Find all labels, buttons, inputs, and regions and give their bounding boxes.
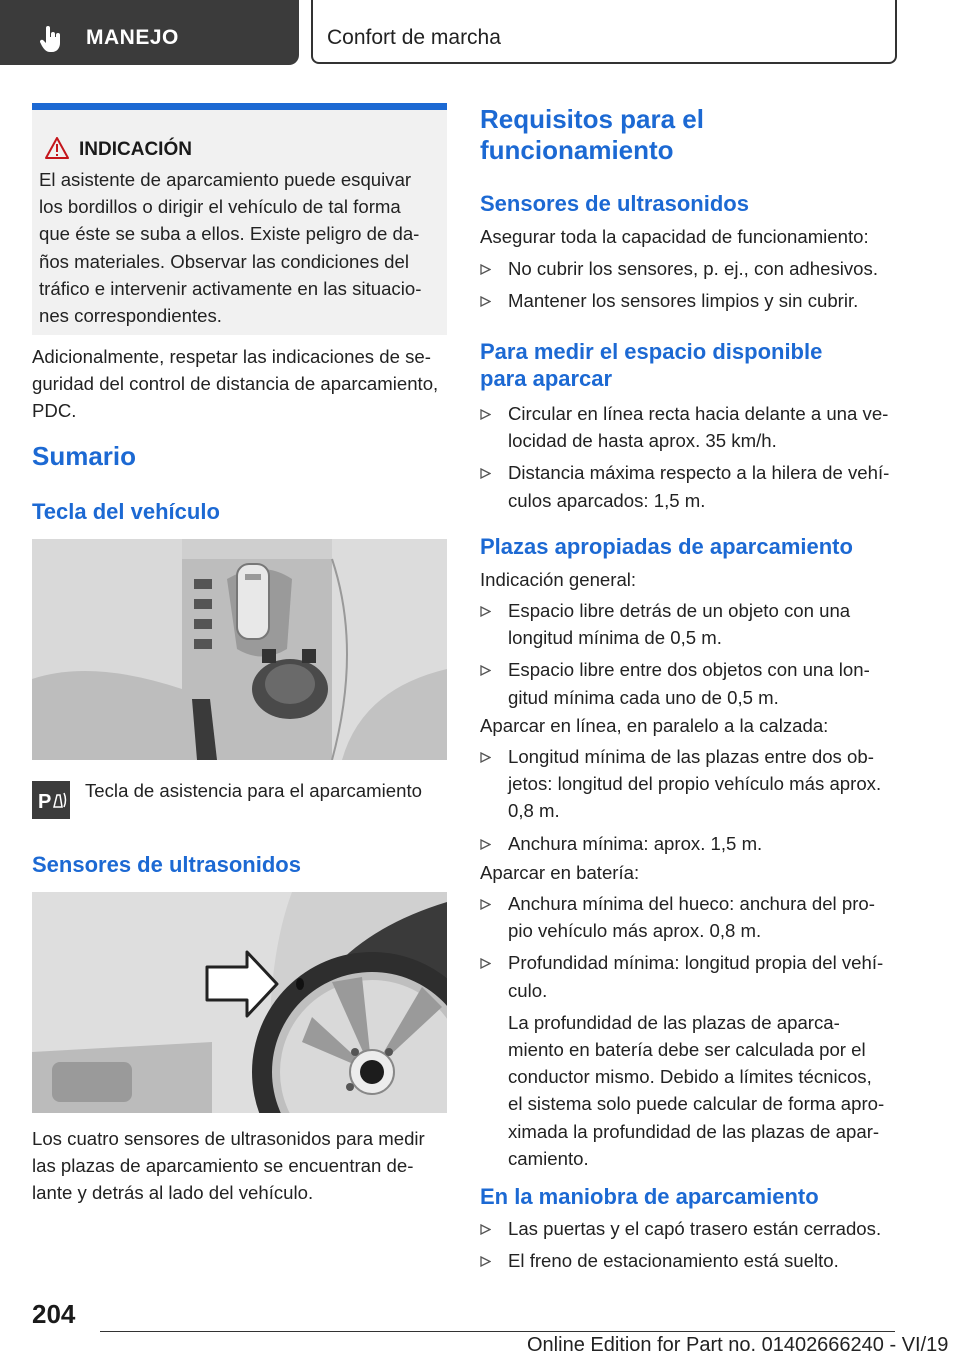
- list-item-text: culo.: [508, 979, 548, 1001]
- bullet-triangle-icon: [480, 899, 491, 910]
- list-item-text: Longitud mínima de las plazas entre dos ob-: [508, 746, 874, 767]
- requirements-heading: [480, 104, 704, 166]
- warning-notice: [32, 103, 447, 335]
- list-item: [480, 656, 900, 710]
- battery-label: Aparcar en batería:: [480, 862, 640, 883]
- list-item: [480, 459, 900, 513]
- notice-line: tráfico e intervenir activamente en las situacio-: [39, 277, 422, 299]
- caption-line: lante y detrás al lado del vehículo.: [32, 1182, 314, 1204]
- ultra-list: [480, 255, 900, 314]
- intro-line: guridad del control de distancia de aparcamiento,: [32, 373, 439, 395]
- list-item-text: culos aparcados: 1,5 m.: [508, 489, 706, 511]
- general-list: [480, 597, 900, 711]
- list-item: [480, 597, 900, 651]
- ultrasonic-sensors-heading-left: Sensores de ultrasonidos: [32, 852, 301, 877]
- caption-line: Los cuatro sensores de ultrasonidos para medir: [32, 1128, 425, 1149]
- list-item: [480, 743, 900, 825]
- list-item: [480, 890, 900, 944]
- notice-line: ños materiales. Observar las condiciones del: [39, 250, 409, 272]
- list-item: [480, 287, 900, 314]
- chapter-title: Confort de marcha: [327, 26, 501, 49]
- heading-line: para aparcar: [480, 366, 613, 391]
- bullet-triangle-icon: [480, 1256, 491, 1267]
- measure-list: [480, 400, 900, 514]
- maneuver-heading: En la maniobra de aparcamiento: [480, 1184, 819, 1209]
- section-title: MANEJO: [86, 26, 179, 49]
- ultra-intro: Asegurar toda la capacidad de funcionamiento:: [480, 226, 869, 247]
- svg-text:P: P: [38, 791, 52, 813]
- bullet-triangle-icon: [480, 606, 491, 617]
- note-line: camiento.: [508, 1147, 589, 1169]
- battery-list: [480, 890, 900, 1172]
- note-line: La profundidad de las plazas de aparca-: [508, 1011, 840, 1033]
- note-line: ximada la profundidad de las plazas de apar-: [508, 1120, 880, 1142]
- list-item-text: locidad de hasta aprox. 35 km/h.: [508, 430, 777, 452]
- wheel-illustration: [32, 892, 447, 1113]
- list-item-text: No cubrir los sensores, p. ej., con adhesivos.: [508, 258, 878, 279]
- list-item-text: longitud mínima de 0,5 m.: [508, 627, 722, 649]
- list-item: [480, 1247, 900, 1274]
- bullet-triangle-icon: [480, 296, 491, 307]
- list-item-text: Espacio libre entre dos objetos con una lon-: [508, 659, 870, 681]
- chapter-box: [311, 0, 897, 64]
- footer-divider: [100, 1331, 895, 1332]
- notice-line: nes correspondientes.: [39, 305, 222, 327]
- list-item-text: Circular en línea recta hacia delante a una ve-: [508, 403, 889, 424]
- edition-text: Online Edition for Part no. 01402666240 - VI/19: [527, 1334, 949, 1356]
- notice-line: que éste se suba a ellos. Existe peligro de da-: [39, 223, 420, 245]
- bullet-triangle-icon: [480, 958, 491, 969]
- list-item-text: Anchura mínima del hueco: anchura del pro-: [508, 893, 875, 914]
- notice-title: INDICACIÓN: [79, 139, 192, 160]
- console-illustration: [32, 539, 447, 760]
- bullet-triangle-icon: [480, 409, 491, 420]
- list-item: [480, 400, 900, 454]
- measure-heading: [480, 338, 822, 392]
- heading-line: Requisitos para el: [480, 104, 704, 134]
- parallel-list: [480, 743, 900, 857]
- suitable-spaces-heading: Plazas apropiadas de aparcamiento: [480, 534, 853, 559]
- hand-pointer-icon: [40, 26, 62, 52]
- sensors-caption: [32, 1125, 452, 1207]
- list-item-text: Anchura mínima: aprox. 1,5 m.: [508, 832, 763, 854]
- general-label: Indicación general:: [480, 569, 637, 590]
- summary-heading: Sumario: [32, 441, 137, 471]
- list-item: [480, 255, 900, 282]
- list-item: [480, 830, 900, 857]
- intro-line: PDC.: [32, 400, 77, 422]
- list-item-text: Espacio libre detrás de un objeto con una: [508, 600, 851, 621]
- notice-line: El asistente de aparcamiento puede esquivar: [39, 169, 412, 190]
- console-photo: [32, 539, 447, 760]
- vehicle-key-heading: Tecla del vehículo: [32, 499, 220, 524]
- list-item: [480, 1215, 900, 1242]
- bullet-triangle-icon: [480, 264, 491, 275]
- parallel-label: Aparcar en línea, en paralelo a la calzada:: [480, 715, 829, 736]
- notice-line: los bordillos o dirigir el vehículo de tal forma: [39, 196, 401, 218]
- list-item-text: gitud mínima cada uno de 0,5 m.: [508, 686, 779, 708]
- sensor-photo: [32, 892, 447, 1113]
- notice-body: [39, 166, 439, 329]
- heading-line: funcionamiento: [480, 135, 674, 165]
- ultrasonic-sensors-heading-right: Sensores de ultrasonidos: [480, 191, 749, 216]
- intro-line: Adicionalmente, respetar las indicaciones de se-: [32, 346, 431, 367]
- heading-line: Para medir el espacio disponible: [480, 339, 823, 364]
- key-caption: Tecla de asistencia para el aparcamiento: [85, 780, 422, 801]
- bullet-triangle-icon: [480, 752, 491, 763]
- list-item-text: jetos: longitud del propio vehículo más aprox.: [508, 773, 882, 795]
- list-item-text: pio vehículo más aprox. 0,8 m.: [508, 920, 762, 942]
- list-item-text: El freno de estacionamiento está suelto.: [508, 1250, 839, 1272]
- maneuver-list: [480, 1215, 900, 1274]
- list-item-text: Las puertas y el capó trasero están cerrados.: [508, 1218, 882, 1239]
- list-item-text: 0,8 m.: [508, 800, 560, 822]
- list-item: [480, 949, 900, 1003]
- park-assist-symbol: [32, 781, 70, 819]
- bullet-triangle-icon: [480, 665, 491, 676]
- bullet-triangle-icon: [480, 839, 491, 850]
- battery-note: [480, 1009, 900, 1172]
- park-assist-button-icon: [32, 781, 70, 819]
- caption-line: las plazas de aparcamiento se encuentran de-: [32, 1155, 414, 1177]
- note-line: conductor mismo. Debido a límites técnicos,: [508, 1066, 872, 1088]
- intro-paragraph: [32, 343, 452, 425]
- page-number: 204: [32, 1299, 76, 1329]
- section-tab: [0, 0, 299, 65]
- note-line: el sistema solo puede calcular de forma apro-: [508, 1093, 885, 1115]
- list-item-text: Profundidad mínima: longitud propia del vehí-: [508, 952, 884, 974]
- bullet-triangle-icon: [480, 468, 491, 479]
- warning-triangle-icon: [45, 137, 69, 159]
- bullet-triangle-icon: [480, 1224, 491, 1235]
- list-item-text: Distancia máxima respecto a la hilera de vehí-: [508, 462, 890, 484]
- list-item-text: Mantener los sensores limpios y sin cubrir.: [508, 290, 859, 312]
- note-line: miento en batería debe ser calculada por el: [508, 1039, 866, 1061]
